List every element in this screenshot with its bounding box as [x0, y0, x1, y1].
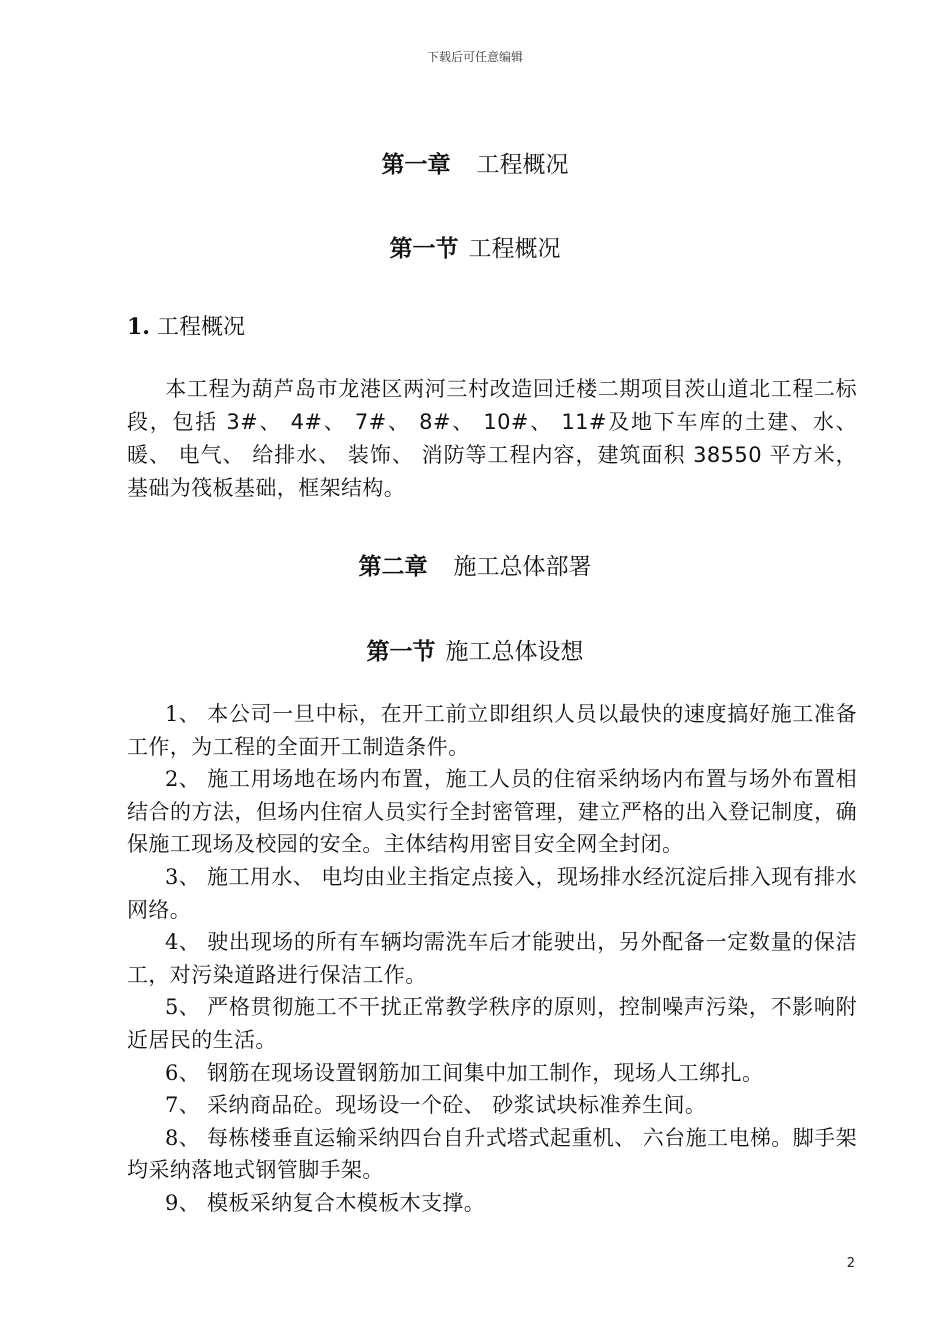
list-item-text: 驶出现场的所有车辆均需洗车后才能驶出，另外配备一定数量的保洁工，对污染道路进行保洁工作。	[127, 930, 857, 987]
list-item	[127, 991, 857, 1056]
page-number: 2	[846, 1256, 855, 1271]
chapter-1-section-1-heading	[0, 230, 950, 263]
list-item	[127, 1089, 857, 1122]
list-item-text: 模板采纳复合木模板木支撑。	[207, 1190, 486, 1215]
section-number: 第一节	[389, 236, 459, 262]
chapter-1-number: 第一章	[381, 152, 451, 178]
list-item-number: 8、	[165, 1125, 201, 1150]
list-item-text: 钢筋在现场设置钢筋加工间集中加工制作，现场人工绑扎。	[207, 1060, 764, 1085]
section-title: 工程概况	[468, 236, 561, 262]
list-item-number: 7、	[165, 1093, 201, 1118]
list-item-number: 1、	[165, 702, 201, 726]
list-item-number: 5、	[165, 995, 201, 1020]
list-item-number: 9、	[165, 1190, 201, 1215]
list-item	[127, 763, 857, 861]
chapter-1-heading	[0, 146, 950, 179]
list-item-text: 施工用水、 电均由业主指定点接入，现场排水经沉淀后排入现有排水网络。	[127, 864, 857, 922]
chapter-2-title: 施工总体部署	[453, 554, 592, 580]
list-item-text: 每栋楼垂直运输采纳四台自升式塔式起重机、 六台施工电梯。脚手架均采纳落地式钢管脚手架。	[127, 1125, 857, 1183]
subheading-title: 工程概况	[156, 315, 245, 340]
plan-list	[127, 698, 857, 1220]
chapter-2-heading	[0, 548, 950, 581]
list-item	[127, 1187, 857, 1220]
list-item	[127, 1122, 857, 1187]
subheading	[127, 310, 245, 341]
overview-paragraph	[127, 373, 857, 505]
list-item	[127, 1057, 857, 1090]
list-item-text: 本公司一旦中标，在开工前立即组织人员以最快的速度搞好施工准备工作，为工程的全面开工制造条件。	[127, 702, 857, 759]
list-item-number: 3、	[165, 864, 201, 889]
list-item-number: 2、	[165, 767, 201, 792]
page-header: 下载后可任意编辑	[426, 50, 523, 64]
list-item	[127, 698, 857, 763]
list-item-number: 6、	[165, 1060, 201, 1085]
list-item	[127, 926, 857, 991]
overview-text: 本工程为葫芦岛市龙港区两河三村改造回迁楼二期项目茨山道北工程二标段，包括 3#、 4#、 7#、 8#、 10#、 11#及地下车库的土建、水、 暖、 电气、 给排水、 装饰、 消防等工程内容，建筑面积 38550 平方米，基础为筏板基础，框架结构。	[127, 377, 858, 500]
list-item-text: 严格贯彻施工不干扰正常教学秩序的原则，控制噪声污染，不影响附近居民的生活。	[127, 995, 857, 1052]
chapter-2-number: 第二章	[358, 554, 428, 580]
list-item	[127, 861, 857, 926]
list-item-text: 施工用场地在场内布置，施工人员的住宿采纳场内布置与场外布置相结合的方法，但场内住宿人员实行全封密管理，建立严格的出入登记制度，确保施工现场及校园的安全。主体结构用密目安全网全封闭。	[127, 767, 857, 857]
subheading-number: 1.	[127, 314, 150, 340]
section-number: 第一节	[366, 639, 436, 665]
section-title: 施工总体设想	[445, 639, 584, 665]
chapter-2-section-1-heading	[0, 633, 950, 666]
list-item-number: 4、	[165, 930, 201, 955]
chapter-1-title: 工程概况	[476, 152, 569, 178]
list-item-text: 采纳商品砼。现场设一个砼、 砂浆试块标准养生间。	[207, 1093, 707, 1118]
